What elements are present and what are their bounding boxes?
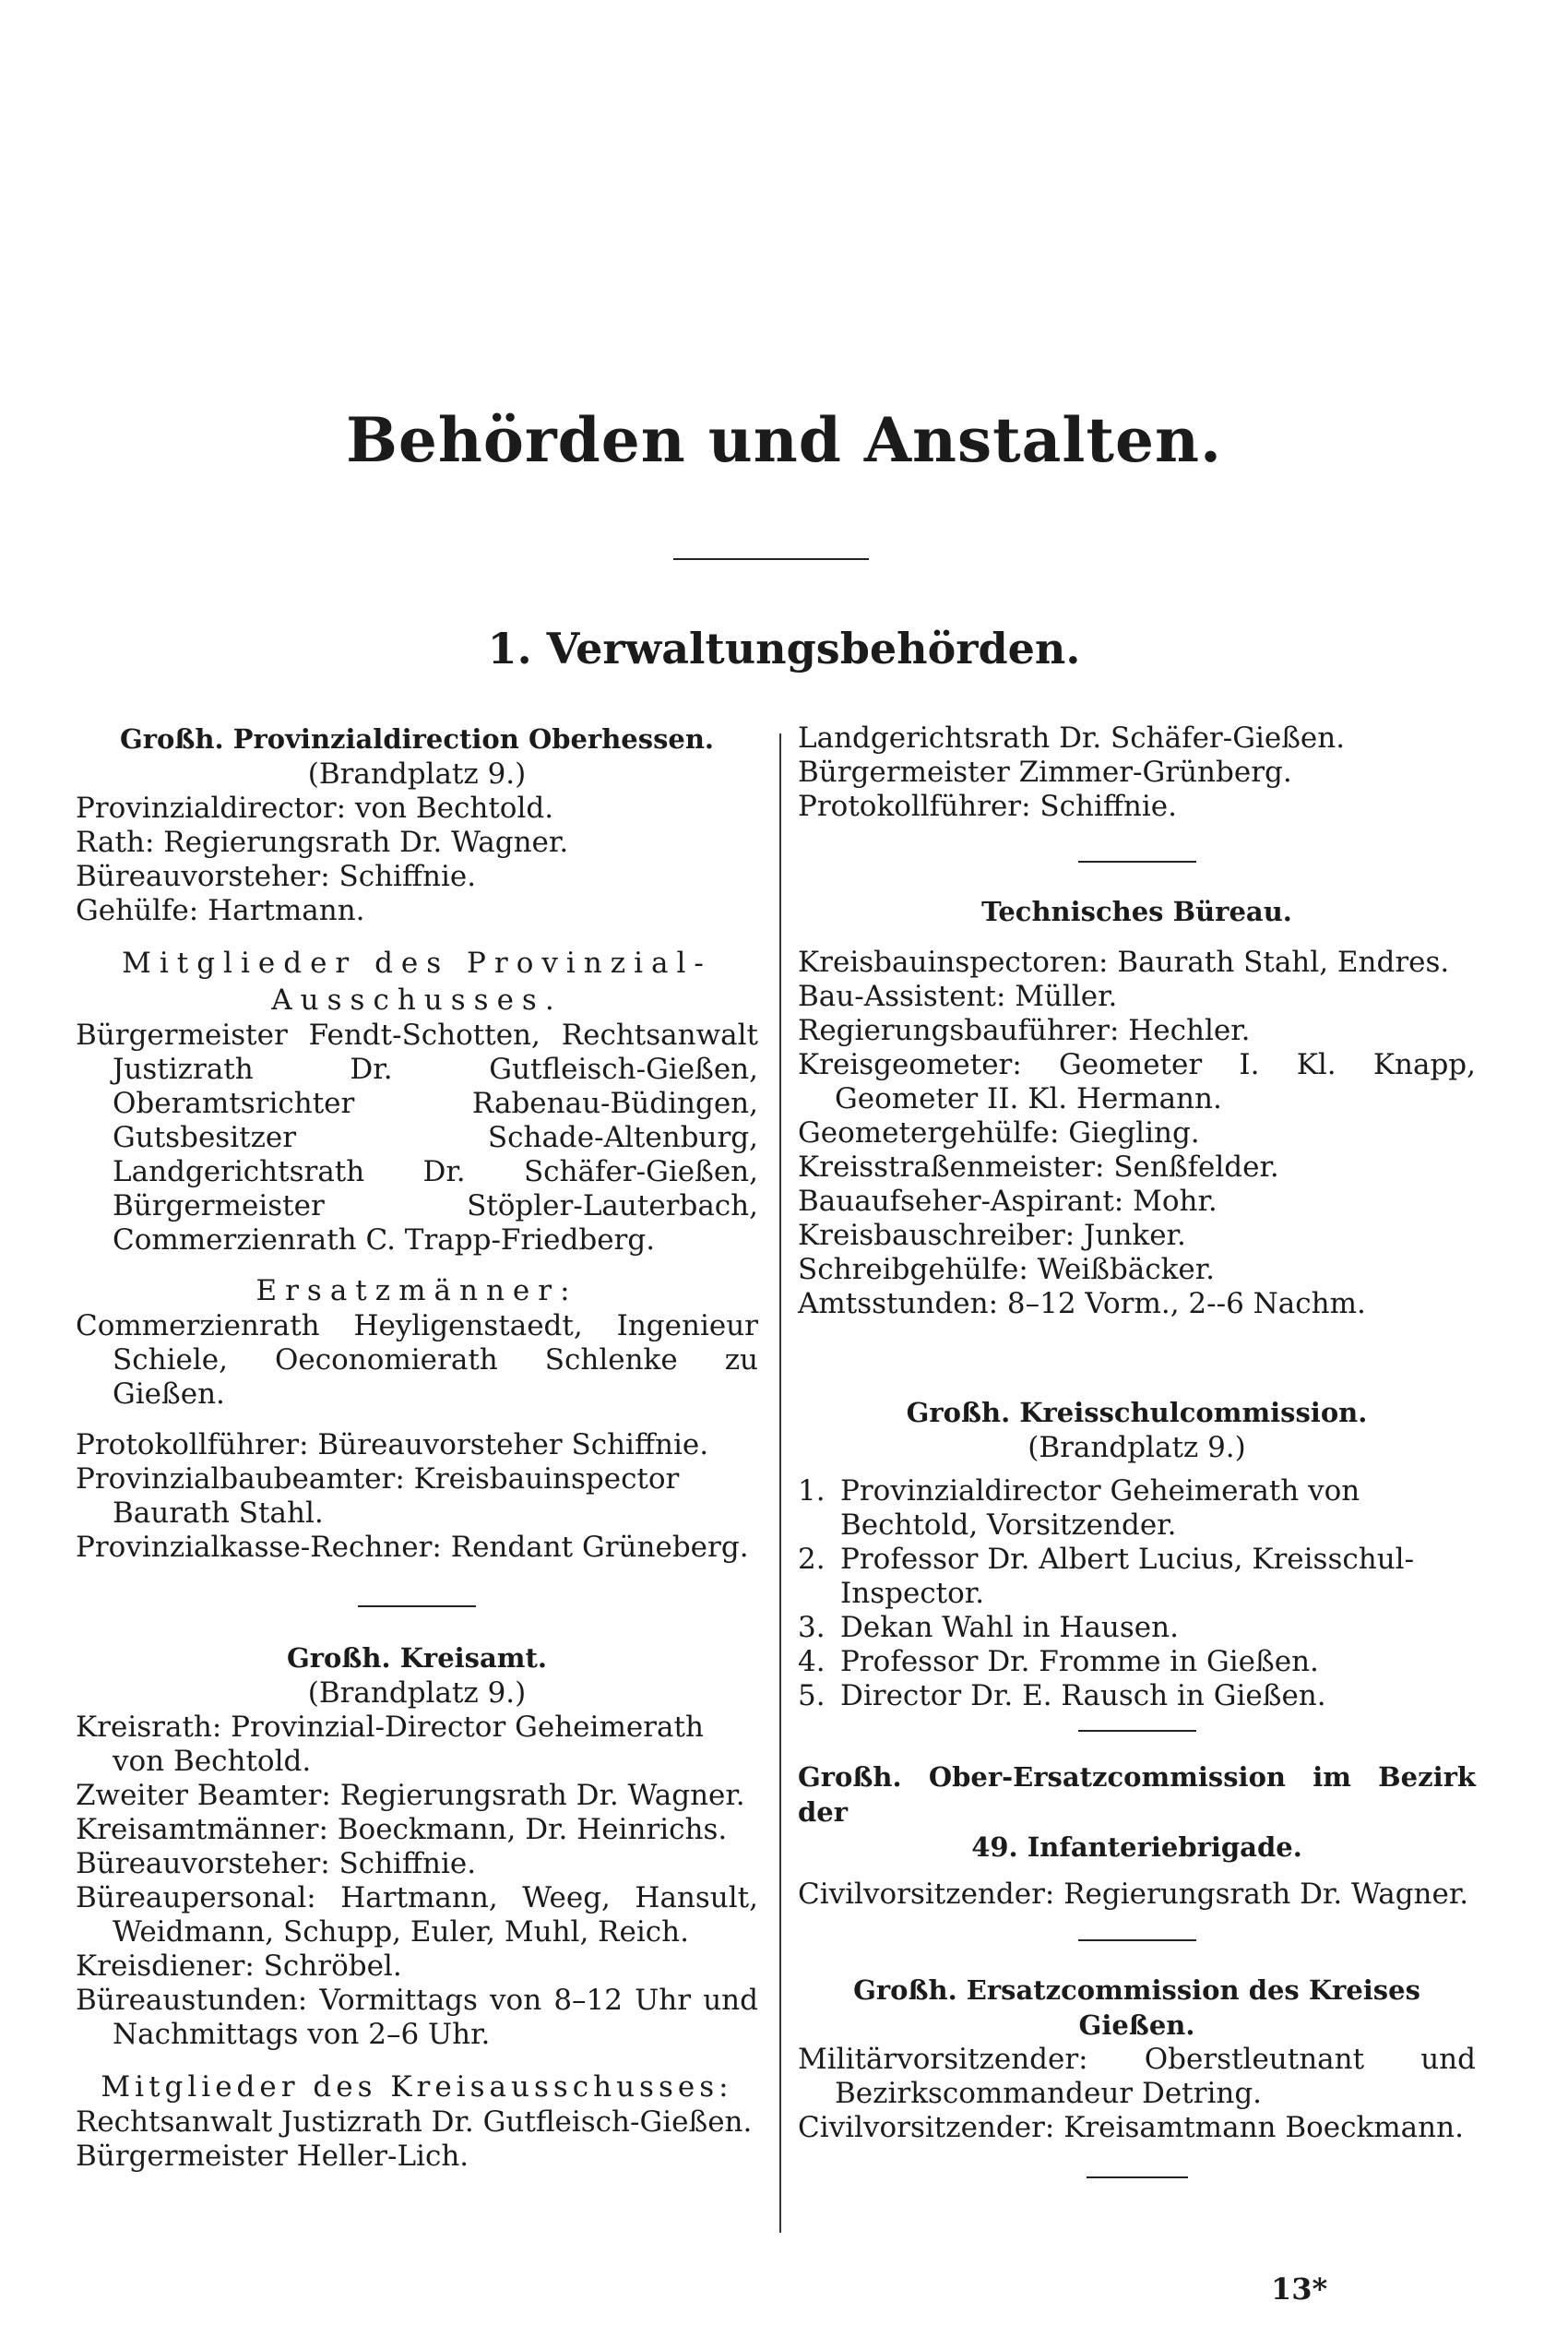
entry-line: Militärvorsitzender: Oberstleutnant und Bezirkscommandeur Detring. — [798, 2043, 1476, 2110]
entry-line: Kreisbauinspectoren: Baurath Stahl, Endres. — [798, 946, 1450, 979]
ersatzmaenner-heading: Ersatzmänner: — [255, 1274, 578, 1307]
section-title: 1. Verwaltungsbehörden. — [487, 624, 1081, 674]
list-number: 3. — [798, 1611, 826, 1644]
entry-line: Regierungsbauführer: Hechler. — [798, 1014, 1251, 1047]
entry-line: Rechtsanwalt Justizrath Dr. Gutfleisch-Gießen. — [76, 2105, 753, 2139]
ersatzmaenner-members: Commerzienrath Heyligenstaedt, Ingenieur Schiele, Oeconomierath Schlenke zu Gießen. — [76, 1309, 758, 1411]
entry-line: Protokollführer: Schiffnie. — [798, 790, 1178, 823]
kreisausschuss-heading: Mitglieder des Kreisausschusses: — [101, 2070, 733, 2104]
kreisamt-block — [76, 1640, 758, 2052]
entry-line: Civilvorsitzender: Regierungsrath Dr. Wagner. — [798, 1878, 1469, 1911]
entry-line: Rath: Regierungsrath Dr. Wagner. — [76, 826, 569, 859]
ober-ersatzcommission-block — [798, 1759, 1476, 1912]
kreisschulcommission-block — [798, 1395, 1476, 1713]
entry-line: Büreaupersonal: Hartmann, Weeg, Hansult, Weidmann, Schupp, Euler, Muhl, Reich. — [76, 1881, 758, 1949]
list-item — [798, 1679, 1476, 1713]
ober-ersatzcommission-heading-line2: 49. Infanteriebrigade. — [971, 1831, 1302, 1863]
list-number: 4. — [798, 1645, 826, 1678]
list-text: Professor Dr. Albert Lucius, Kreisschul-Inspector. — [840, 1543, 1415, 1610]
entry-line: Bürgermeister Zimmer-Grünberg. — [798, 756, 1292, 789]
entry-line: Amtsstunden: 8–12 Vorm., 2--6 Nachm. — [798, 1287, 1366, 1320]
entry-line: Gehülfe: Hartmann. — [76, 894, 365, 927]
separator-rule — [1087, 2176, 1188, 2178]
list-item — [798, 1645, 1476, 1679]
entry-line: Kreisgeometer: Geometer I. Kl. Knapp, Geometer II. Kl. Hermann. — [798, 1048, 1476, 1115]
entry-line: Provinzialbaubeamter: Kreisbauinspector Baurath Stahl. — [76, 1462, 680, 1530]
entry-line: Bau-Assistent: Müller. — [798, 980, 1118, 1013]
entry-line: Büreaustunden: Vormittags von 8–12 Uhr und Nachmittags von 2–6 Uhr. — [76, 1984, 758, 2051]
list-text: Director Dr. E. Rausch in Gießen. — [840, 1679, 1326, 1712]
entry-line: Protokollführer: Büreauvorsteher Schiffnie. — [76, 1428, 709, 1461]
ausschuss-members: Bürgermeister Fendt-Schotten, Rechtsanwalt Justizrath Dr. Gutfleisch-Gießen, Oberamtsrichter Rabenau-Büdingen, Gutsbesitzer Schade-Altenburg, Landgerichtsrath Dr. Schäfer-Gießen, Bürgermeister Stöpler-Lauterbach, Commerzienrath C. Trapp-Friedberg. — [76, 1019, 758, 1257]
kreisamt-heading: Großh. Kreisamt. — [287, 1642, 547, 1674]
ober-ersatzcommission-heading-line1: Großh. Ober-Ersatzcommission im Bezirk der — [798, 1761, 1476, 1828]
left-column — [76, 721, 758, 2174]
entry-line: Kreisrath: Provinzial-Director Geheimerath von Bechtold. — [76, 1711, 704, 1778]
entry-line: Büreauvorsteher: Schiffnie. — [76, 1847, 477, 1880]
technisches-bureau-heading: Technisches Büreau. — [981, 896, 1292, 927]
entry-line: Provinzialkasse-Rechner: Rendant Grüneberg. — [76, 1531, 749, 1564]
list-item — [798, 1474, 1476, 1543]
page-title: Behörden und Anstalten. — [346, 404, 1222, 476]
list-text: Professor Dr. Fromme in Gießen. — [840, 1645, 1319, 1678]
kreisamt-address: (Brandplatz 9.) — [307, 1676, 527, 1710]
entry-line: Zweiter Beamter: Regierungsrath Dr. Wagner. — [76, 1779, 745, 1812]
column-divider — [779, 733, 781, 2233]
list-text: Provinzialdirector Geheimerath von Bechtold, Vorsitzender. — [840, 1474, 1360, 1542]
ersatzcommission-block — [798, 1973, 1476, 2145]
ausschuss-heading-line2: Ausschusses. — [271, 984, 563, 1017]
provinzialdirection-block — [76, 721, 758, 928]
ersatzcommission-heading: Großh. Ersatzcommission des Kreises Gießen. — [853, 1974, 1420, 2041]
entry-line: Bürgermeister Heller-Lich. — [76, 2140, 469, 2173]
list-item — [798, 1611, 1476, 1645]
ausschuss-heading-line1: Mitglieder des Provinzial- — [122, 947, 712, 980]
title-rule — [673, 558, 869, 560]
entry-line: Kreisbauschreiber: Junker. — [798, 1219, 1186, 1252]
entry-line: Kreisdiener: Schröbel. — [76, 1949, 402, 1983]
list-number: 5. — [798, 1679, 826, 1712]
entry-line: Büreauvorsteher: Schiffnie. — [76, 860, 477, 893]
entry-line: Schreibgehülfe: Weißbäcker. — [798, 1253, 1216, 1286]
list-number: 2. — [798, 1543, 826, 1576]
entry-line: Bauaufseher-Aspirant: Mohr. — [798, 1185, 1218, 1218]
entry-line: Landgerichtsrath Dr. Schäfer-Gießen. — [798, 721, 1346, 755]
kreisschulcommission-heading: Großh. Kreisschulcommission. — [906, 1397, 1368, 1428]
provinzialdirection-heading: Großh. Provinzialdirection Oberhessen. — [119, 723, 715, 755]
entry-line: Kreisstraßenmeister: Senßfelder. — [798, 1151, 1279, 1184]
entry-line: Provinzialdirector: von Bechtold. — [76, 792, 554, 825]
list-item — [798, 1543, 1476, 1611]
list-text: Dekan Wahl in Hausen. — [840, 1611, 1179, 1644]
provinzialdirection-address: (Brandplatz 9.) — [307, 757, 527, 791]
right-column — [798, 721, 1476, 2178]
technisches-bureau-block — [798, 894, 1476, 1321]
list-number: 1. — [798, 1474, 826, 1508]
kreisschulcommission-address: (Brandplatz 9.) — [1028, 1431, 1246, 1464]
entry-line: Civilvorsitzender: Kreisamtmann Boeckmann. — [798, 2111, 1464, 2144]
entry-line: Kreisamtmänner: Boeckmann, Dr. Heinrichs. — [76, 1813, 728, 1846]
entry-line: Geometergehülfe: Giegling. — [798, 1116, 1200, 1150]
page-number: 13* — [1271, 2271, 1328, 2307]
